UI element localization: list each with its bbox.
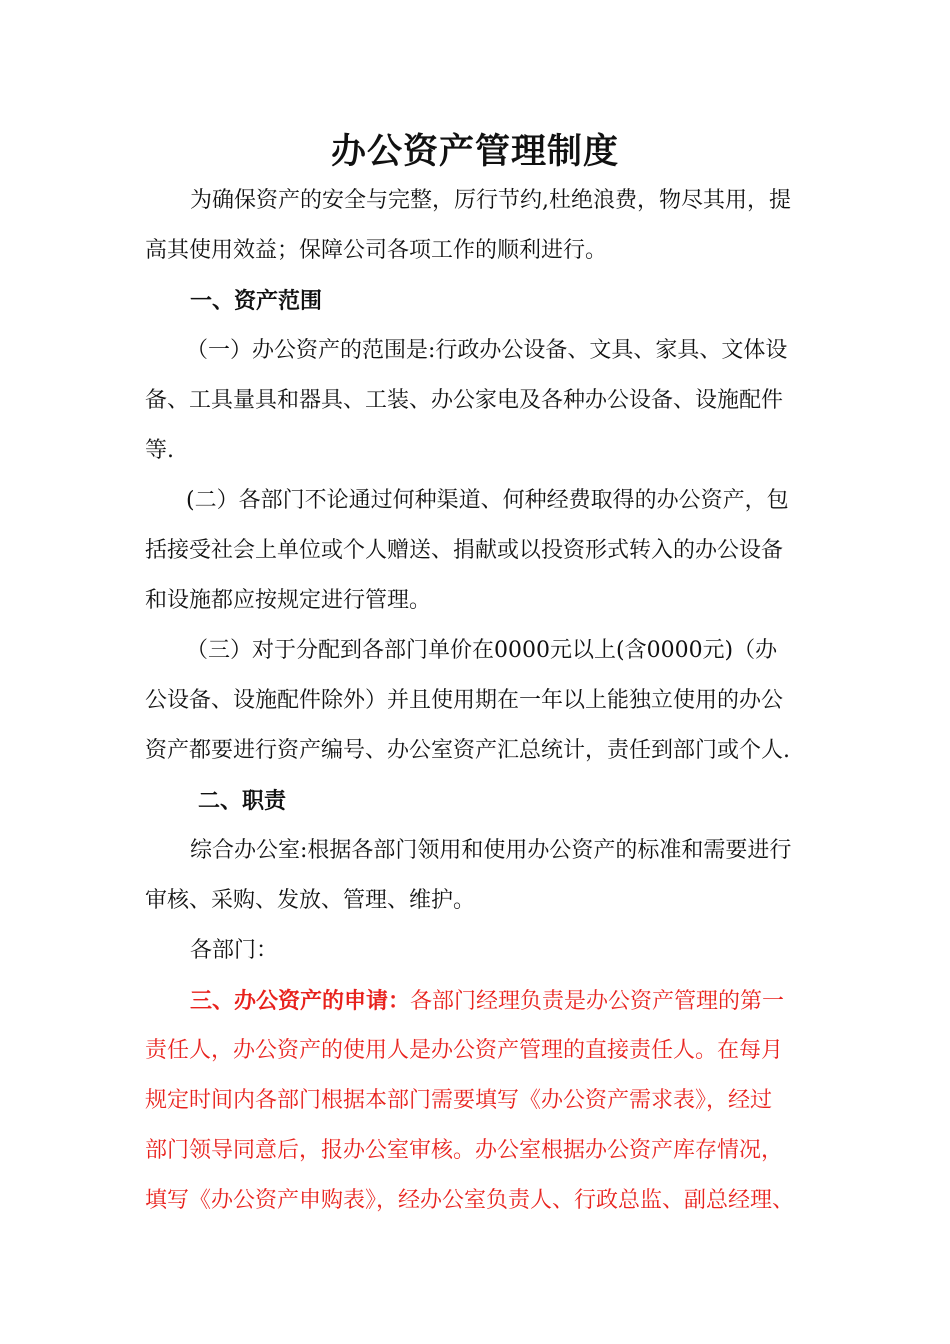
paragraph-line: 备、工具量具和器具、工装、办公家电及各种办公设备、设施配件	[145, 388, 784, 413]
paragraph-line: 资产都要进行资产编号、办公室资产汇总统计，责任到部门或个人.	[145, 738, 790, 763]
section-heading-inline: 三、办公资产的申请：	[190, 988, 411, 1014]
paragraph-line: (二）各部门不论通过何种渠道、何种经费取得的办公资产，包	[186, 488, 789, 513]
paragraph-line: 责任人，办公资产的使用人是办公资产管理的直接责任人。在每月	[145, 1038, 784, 1063]
paragraph-line: 审核、采购、发放、管理、维护。	[145, 888, 476, 913]
paragraph-line: 规定时间内各部门根据本部门需要填写《办公资产需求表》，经过	[145, 1088, 773, 1113]
paragraph-line: 高其使用效益；保障公司各项工作的顺利进行。	[145, 238, 608, 263]
paragraph-line: 为确保资产的安全与完整，厉行节约,杜绝浪费，物尽其用，提	[190, 188, 791, 213]
paragraph-line	[190, 986, 784, 1017]
paragraph-text: 各部门经理负责是办公资产管理的第一	[410, 989, 785, 1014]
section-heading: 一、资产范围	[190, 288, 323, 314]
paragraph-line: 填写《办公资产申购表》，经办公室负责人、行政总监、副总经理、	[145, 1188, 795, 1213]
paragraph-line: （一）办公资产的范围是:行政办公设备、文具、家具、文体设	[186, 338, 788, 363]
paragraph-line: 部门领导同意后，报办公室审核。办公室根据办公资产库存情况，	[145, 1138, 784, 1163]
paragraph-line: 括接受社会上单位或个人赠送、捐献或以投资形式转入的办公设备	[145, 538, 784, 563]
paragraph-line: 综合办公室:根据各部门领用和使用办公资产的标准和需要进行	[190, 838, 792, 863]
paragraph-line: 等.	[145, 438, 174, 463]
paragraph-line: 公设备、设施配件除外）并且使用期在一年以上能独立使用的办公	[145, 688, 784, 713]
document-title: 办公资产管理制度	[330, 131, 619, 172]
paragraph-line: （三）对于分配到各部门单价在0000元以上(含0000元)（办	[186, 638, 778, 663]
paragraph-line: 各部门：	[190, 938, 279, 963]
section-heading: 二、职责	[198, 788, 287, 814]
paragraph-line: 和设施都应按规定进行管理。	[145, 588, 432, 613]
